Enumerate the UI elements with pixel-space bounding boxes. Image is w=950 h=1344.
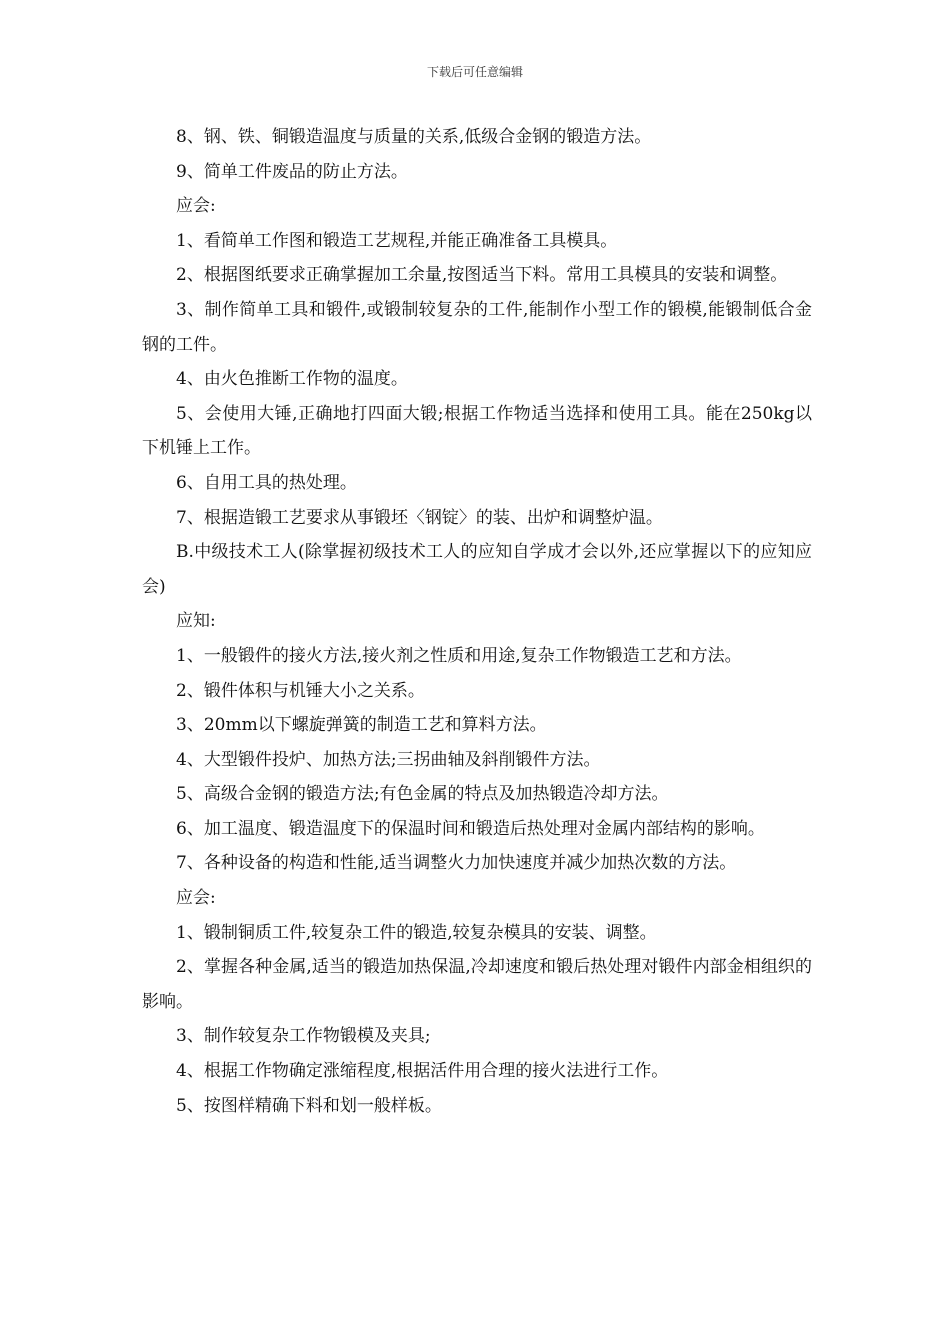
paragraph: 7、根据造锻工艺要求从事锻坯〈钢锭〉的装、出炉和调整炉温。 [176, 507, 663, 528]
section-heading: 应知: [176, 611, 216, 632]
paragraph: 1、一般锻件的接火方法,接火剂之性质和用途,复杂工作物锻造工艺和方法。 [176, 645, 742, 666]
paragraph: 5、会使用大锤,正确地打四面大锻;根据工作物适当选择和使用工具。能在250kg以下机锤上工作。 [142, 403, 812, 459]
paragraph: 2、锻件体积与机锤大小之关系。 [176, 680, 425, 701]
paragraph: 2、根据图纸要求正确掌握加工余量,按图适当下料。常用工具模具的安装和调整。 [176, 265, 788, 286]
paragraph: 1、锻制铜质工件,较复杂工件的锻造,较复杂模具的安装、调整。 [176, 922, 657, 943]
section-heading: 应会: [176, 888, 216, 909]
paragraph: 6、加工温度、锻造温度下的保温时间和锻造后热处理对金属内部结构的影响。 [176, 818, 765, 839]
paragraph: 5、高级合金钢的锻造方法;有色金属的特点及加热锻造冷却方法。 [176, 784, 669, 805]
document-body [142, 120, 812, 1123]
paragraph: 4、大型锻件投炉、加热方法;三拐曲轴及斜削锻件方法。 [176, 749, 601, 770]
section-heading: B.中级技术工人(除掌握初级技术工人的应知自学成才会以外,还应掌握以下的应知应会) [142, 542, 812, 597]
paragraph: 4、根据工作物确定涨缩程度,根据活件用合理的接火法进行工作。 [176, 1061, 669, 1082]
paragraph: 9、简单工件废品的防止方法。 [176, 161, 408, 182]
paragraph: 2、掌握各种金属,适当的锻造加热保温,冷却速度和锻后热处理对锻件内部金相组织的影响。 [142, 957, 812, 1012]
paragraph: 4、由火色推断工作物的温度。 [176, 369, 408, 390]
page-header: 下载后可任意编辑 [426, 65, 523, 79]
paragraph: 3、制作较复杂工作物锻模及夹具; [176, 1026, 431, 1047]
section-heading: 应会: [176, 196, 216, 217]
paragraph: 1、看简单工作图和锻造工艺规程,并能正确准备工具模具。 [176, 230, 618, 251]
paragraph: 3、20mm以下螺旋弹簧的制造工艺和算料方法。 [176, 715, 547, 736]
paragraph: 8、钢、铁、铜锻造温度与质量的关系,低级合金钢的锻造方法。 [176, 127, 652, 147]
paragraph: 3、制作简单工具和锻件,或锻制较复杂的工件,能制作小型工作的锻模,能锻制低合金钢的工件。 [142, 299, 812, 355]
paragraph: 7、各种设备的构造和性能,适当调整火力加快速度并减少加热次数的方法。 [176, 853, 737, 874]
paragraph: 5、按图样精确下料和划一般样板。 [176, 1095, 442, 1116]
paragraph: 6、自用工具的热处理。 [176, 472, 357, 493]
